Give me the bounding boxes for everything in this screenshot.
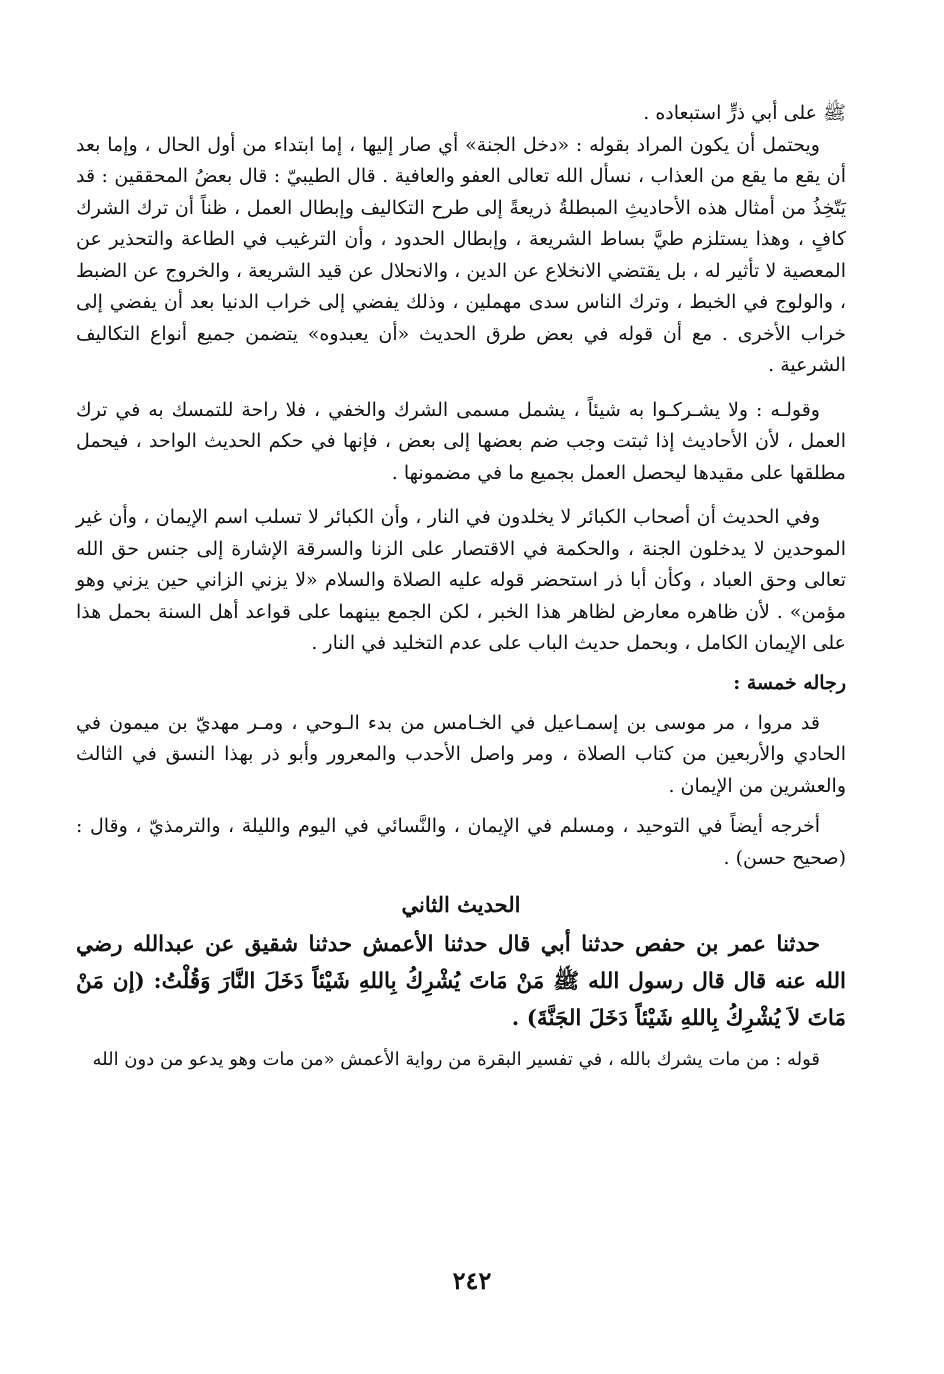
hadith-title: الحديث الثاني bbox=[401, 892, 521, 917]
paragraph-commentary-4: قوله : من مات يشرك بالله ، في تفسير البقرة من رواية الأعمش «من مات وهو يدعو من دون الله bbox=[92, 1049, 820, 1070]
paragraph-narrators: قد مروا ، مر موسى بن إسمـاعيل في الخـامس من بدء الـوحي ، ومـر مهديّ بن ميمون في الحادي والأربعين من كتاب الصلاة ، ومر واصل الأحدب والمعرور وأبو ذر بهذا النسق في الثالث والعشرين من الإيمان . bbox=[76, 711, 846, 797]
page-body bbox=[76, 98, 846, 1075]
paragraph-commentary-1: ويحتمل أن يكون المراد بقوله : «دخل الجنة» أي صار إليها ، إما ابتداء من أول الحال ، وإما بعد أن يقع ما يقع من العذاب ، نسأل الله تعالى العفو والعافية . قال الطيبيّ : قال بعضُ المحققين : قد يَتّخِذُ من أمثال هذه الأحاديثِ المبطلةُ ذريعةً إلى طرح التكاليف وإبطال العمل ، ظناً أن ترك الشرك كافٍ ، وهذا يستلزم طيَّ بساط الشريعة ، وإبطال الحدود ، وأن الترغيب في الطاعة والتحذير عن المعصية لا تأثير له ، بل يقتضي الانخلاع عن الدين ، والانحلال عن قيد الشريعة ، والخروج عن الضبط ، والولوج في الخبط ، وترك الناس سدى مهملين ، وذلك يفضي إلى خراب الدنيا بعد أن يفضي إلى خراب الأخرى . مع أن قوله في بعض طرق الحديث «أن يعبدوه» يتضمن جميع أنواع التكاليف الشرعية . bbox=[76, 133, 846, 376]
paragraph-takhrij: أخرجه أيضاً في التوحيد ، ومسلم في الإيمان ، والنَّسائي في اليوم والليلة ، والترمذيّ ، وقال : (صحيح حسن) . bbox=[76, 815, 846, 869]
page-number: ٢٤٢ bbox=[452, 1266, 492, 1295]
paragraph-commentary-2: وقولـه : ولا يشـركـوا به شيئاً ، يشمل مسمى الشرك والخفي ، فلا راحة للتمسك به في ترك العمل ، لأن الأحاديث إذا ثبتت وجب ضم بعضها إلى بعض ، فإنها في حكم الحديث الواحد ، فيحمل مطلقها على مقيدها ليحصل العمل بجميع ما في مضمونها . bbox=[76, 398, 846, 484]
section-heading-narrators: رجاله خمسة : bbox=[733, 671, 846, 694]
paragraph-commentary-3: وفي الحديث أن أصحاب الكبائر لا يخلدون في النار ، وأن الكبائر لا تسلب اسم الإيمان ، وأن غير الموحدين لا يدخلون الجنة ، والحكمة في الاقتصار على الزنا والسرقة الإشارة إلى جنس حق الله تعالى وحق العباد ، وكأن أبا ذر استحضر قوله عليه الصلاة والسلام «لا يزني الزاني حين يزني وهو مؤمن» . لأن ظاهره معارض لظاهر هذا الخبر ، لكن الجمع بينهما على قواعد أهل السنة بحمل هذا على الإيمان الكامل ، وبحمل حديث الباب على عدم التخليد في النار . bbox=[76, 506, 846, 654]
paragraph-continuation: ﷺ على أبي ذرٍّ استبعاده . bbox=[643, 102, 846, 124]
hadith-text: حدثنا عمر بن حفص حدثنا أبي قال حدثنا الأعمش حدثنا شقيق عن عبدالله رضي الله عنه قال قال رسول الله ﷺ مَنْ مَاتَ يُشْرِكُ بِاللهِ شَيْئاً دَخَلَ النَّارَ وَقُلْتُ: (إن مَنْ مَاتَ لاَ يُشْرِكُ بِاللهِ شَيْئاً دَخَلَ الجَنَّةَ) . bbox=[76, 932, 846, 1031]
